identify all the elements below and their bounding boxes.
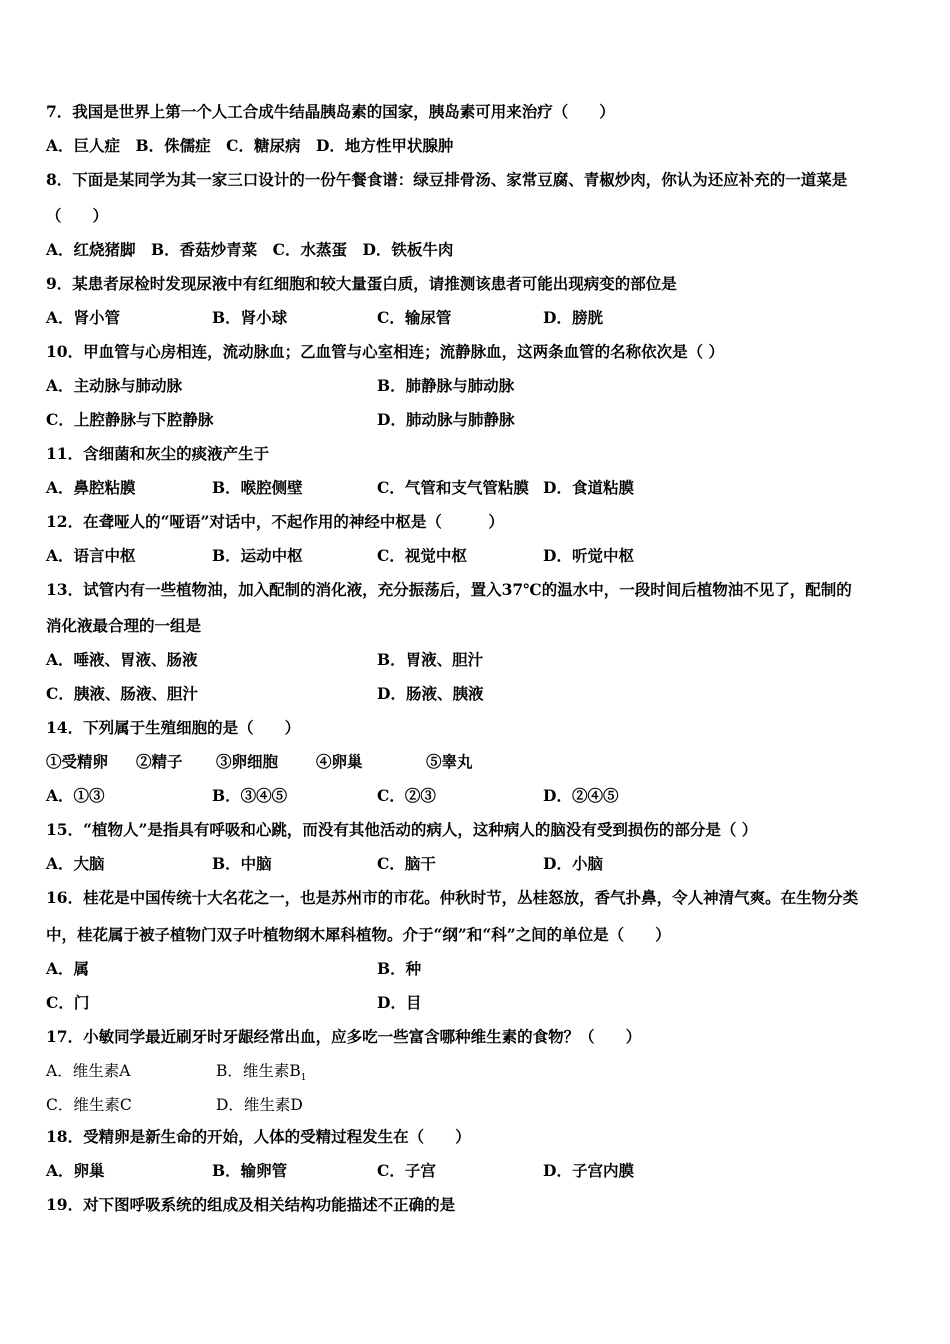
option-b: B．输卵管: [212, 1161, 288, 1180]
option-b: B．胃液、胆汁: [377, 650, 484, 669]
option-c: C．视觉中枢: [377, 546, 467, 565]
question-19-stem: 19．对下图呼吸系统的组成及相关结构功能描述不正确的是: [46, 1195, 456, 1214]
option-a: A．大脑: [46, 854, 105, 873]
question-15-stem: 15．“植物人”是指具有呼吸和心跳，而没有其他活动的病人，这种病人的脑没有受到损伤的部分是（ ）: [46, 820, 758, 839]
option-b: B．中脑: [212, 854, 272, 873]
item-5: ⑤睾丸: [426, 752, 473, 771]
option-c: C．门: [46, 993, 90, 1012]
option-d: D．肺动脉与肺静脉: [377, 410, 515, 429]
question-9-stem: 9．某患者尿检时发现尿液中有红细胞和较大量蛋白质，请推测该患者可能出现病变的部位是: [46, 274, 677, 293]
item-3: ③卵细胞: [216, 752, 279, 771]
option-a: A．属: [46, 959, 90, 978]
item-1: ①受精卵: [46, 752, 109, 771]
option-d: D．维生素D: [216, 1096, 303, 1114]
option-b: B．运动中枢: [212, 546, 303, 565]
option-a: A．①③: [46, 786, 105, 805]
option-a: A．主动脉与肺动脉: [46, 376, 183, 395]
option-d: D．子宫内膜: [543, 1161, 634, 1180]
question-8-stem: 8．下面是某同学为其一家三口设计的一份午餐食谱：绿豆排骨汤、家常豆腐、青椒炒肉，你认为还应补充的一道菜是: [46, 170, 848, 189]
question-17-stem: 17．小敏同学最近刷牙时牙龈经常出血，应多吃一些富含哪种维生素的食物？（ ）: [46, 1027, 642, 1046]
option-a: A．肾小管: [46, 308, 121, 327]
option-b: B．肾小球: [212, 308, 288, 327]
option-b: B．肺静脉与肺动脉: [377, 376, 515, 395]
option-a: A．语言中枢: [46, 546, 136, 565]
option-b: B．种: [377, 959, 422, 978]
option-b: B．喉腔侧壁: [212, 478, 303, 497]
option-d: D．膀胱: [543, 308, 603, 327]
question-16-stem-cont: 中，桂花属于被子植物门双子叶植物纲木犀科植物。介于“纲”和“科”之间的单位是（ ）: [46, 925, 671, 944]
option-d: D．②④⑤: [543, 786, 619, 805]
question-11-stem: 11．含细菌和灰尘的痰液产生于: [46, 444, 270, 463]
option-c: C．上腔静脉与下腔静脉: [46, 410, 214, 429]
option-a: A．鼻腔粘膜: [46, 478, 136, 497]
option-c: C．维生素C: [46, 1096, 132, 1114]
option-c: C．输尿管: [377, 308, 452, 327]
question-18-stem: 18．受精卵是新生命的开始，人体的受精过程发生在（ ）: [46, 1127, 471, 1146]
option-d: D．食道粘膜: [543, 478, 634, 497]
question-16-stem: 16．桂花是中国传统十大名花之一，也是苏州市的市花。仲秋时节，丛桂怒放，香气扑鼻，令人神清气爽。在生物分类: [46, 888, 859, 907]
question-13-stem: 13．试管内有一些植物油，加入配制的消化液，充分振荡后，置入37℃的温水中，一段时间后植物油不见了，配制的: [46, 580, 852, 599]
item-2: ②精子: [136, 752, 183, 771]
question-13-stem-cont: 消化液最合理的一组是: [46, 616, 202, 635]
option-b-text: B．维生素B: [216, 1062, 301, 1080]
option-b: B．③④⑤: [212, 786, 288, 805]
option-c: C．胰液、肠液、胆汁: [46, 684, 198, 703]
option-c: C．气管和支气管粘膜: [377, 478, 529, 497]
option-c: C．脑干: [377, 854, 436, 873]
question-12-stem: 12．在聋哑人的“哑语”对话中，不起作用的神经中枢是（ ）: [46, 512, 504, 531]
option-b: [216, 1061, 307, 1088]
option-d: D．小脑: [543, 854, 603, 873]
option-c: C．②③: [377, 786, 436, 805]
question-8-options: A．红烧猪脚 B．香菇炒青菜 C．水蒸蛋 D．铁板牛肉: [46, 240, 454, 259]
option-d: D．听觉中枢: [543, 546, 634, 565]
question-14-stem: 14．下列属于生殖细胞的是（ ）: [46, 718, 301, 737]
option-a: A．维生素A: [46, 1062, 131, 1080]
question-8-stem-cont: （ ）: [46, 206, 109, 225]
option-d: D．目: [377, 993, 422, 1012]
option-d: D．肠液、胰液: [377, 684, 484, 703]
question-10-stem: 10．甲血管与心房相连，流动脉血；乙血管与心室相连；流静脉血，这两条血管的名称依次是（ ）: [46, 342, 724, 361]
option-a: A．唾液、胃液、肠液: [46, 650, 198, 669]
option-c: C．子宫: [377, 1161, 436, 1180]
option-a: A．卵巢: [46, 1161, 105, 1180]
question-7-options: A．巨人症 B．侏儒症 C．糖尿病 D．地方性甲状腺肿: [46, 136, 454, 155]
option-b-subscript: 1: [300, 1073, 307, 1084]
item-4: ④卵巢: [316, 752, 363, 771]
question-7-stem: 7．我国是世界上第一个人工合成牛结晶胰岛素的国家，胰岛素可用来治疗（ ）: [46, 102, 615, 121]
